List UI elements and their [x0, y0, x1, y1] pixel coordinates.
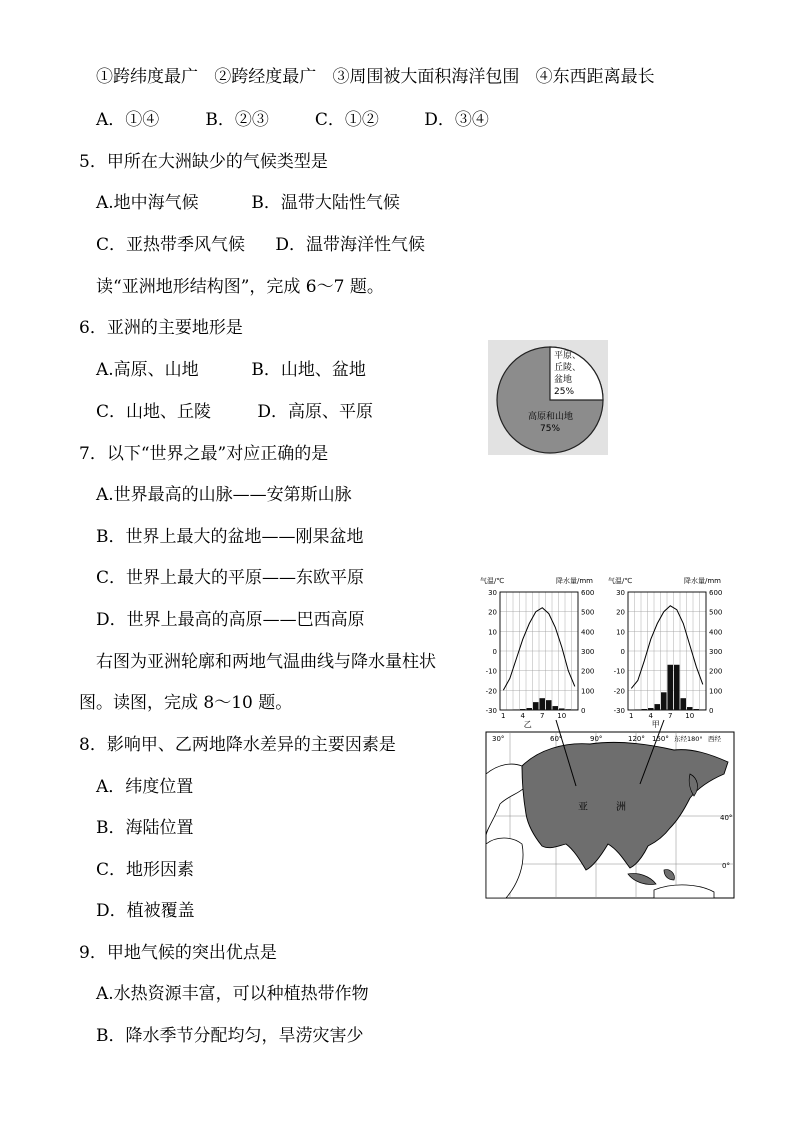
month-tick-label: 1	[629, 712, 634, 720]
q4-statement: ④东西距离最长	[535, 67, 655, 87]
pie-label-highland-2: 75%	[540, 424, 561, 434]
intro-6-7: 读“亚洲地形结构图”，完成 6～7 题。	[96, 277, 384, 297]
map-lon-label: 西经	[708, 735, 721, 743]
temp-tick-label: -30	[485, 707, 497, 715]
chart-name-label: 甲	[651, 720, 660, 729]
temp-tick-label: 10	[488, 628, 497, 637]
q5-option-b[interactable]: B．温带大陆性气候	[251, 193, 400, 213]
q9-stem: 9．甲地气候的突出优点是	[79, 943, 277, 963]
precip-bar	[694, 709, 700, 710]
temp-tick-label: 20	[616, 608, 625, 617]
precip-tick-label: 400	[709, 628, 723, 637]
precip-tick-label: 500	[709, 608, 723, 617]
q4-option-a[interactable]: A．①④	[96, 110, 160, 130]
precip-bar	[648, 708, 654, 710]
q9-option-a[interactable]: A.水热资源丰富，可以种植热带作物	[96, 984, 369, 1004]
chart-name-label: 乙	[523, 720, 532, 729]
precip-bar	[668, 665, 674, 710]
q6-options-row2	[96, 401, 373, 423]
q7-option-d[interactable]: D．世界上最高的高原——巴西高原	[96, 610, 365, 630]
q5-option-d[interactable]: D．温带海洋性气候	[275, 235, 426, 255]
q8-option-c[interactable]: C．地形因素	[96, 860, 195, 880]
precip-tick-label: 500	[581, 608, 595, 617]
precip-axis-label: 降水量/mm	[556, 577, 593, 585]
q4-statements	[96, 66, 655, 88]
map-lon-label: 东经180°	[674, 735, 703, 743]
temp-tick-label: 20	[488, 608, 497, 617]
climate-chart-jia	[608, 576, 722, 729]
month-tick-label: 7	[668, 712, 673, 720]
precip-bar	[635, 709, 641, 710]
map-lon-label: 90°	[590, 735, 603, 743]
q5-option-a[interactable]: A.地中海气候	[96, 193, 199, 213]
q6-stem: 6．亚洲的主要地形是	[79, 318, 243, 338]
precip-tick-label: 300	[709, 648, 723, 656]
precip-bar	[687, 707, 693, 710]
precip-bar	[642, 709, 648, 710]
month-tick-label: 7	[540, 712, 545, 720]
precip-bar	[559, 708, 565, 710]
temp-tick-label: 0	[620, 648, 625, 656]
q4-statement: ①跨纬度最广	[96, 67, 198, 87]
pie-label-plains-4: 25%	[554, 387, 575, 397]
temp-tick-label: 30	[488, 589, 497, 597]
q5-options-row1	[96, 192, 400, 214]
q8-option-b[interactable]: B．海陆位置	[96, 818, 194, 838]
precip-bar	[514, 709, 520, 710]
precip-bar	[566, 709, 572, 710]
precip-bar	[674, 665, 680, 710]
q7-stem: 7．以下“世界之最”对应正确的是	[79, 444, 329, 464]
q8-option-d[interactable]: D．植被覆盖	[96, 901, 195, 921]
precip-axis-label: 降水量/mm	[684, 577, 721, 585]
q5-option-c[interactable]: C．亚热带季风气候	[96, 235, 246, 255]
month-tick-label: 4	[520, 712, 525, 720]
precip-bar	[572, 709, 578, 710]
precip-tick-label: 0	[709, 707, 714, 715]
temp-tick-label: 10	[616, 628, 625, 637]
temp-tick-label: -30	[613, 707, 625, 715]
pie-label-plains-3: 盆地	[554, 375, 573, 385]
precip-tick-label: 600	[581, 589, 595, 597]
q6-option-d[interactable]: D．高原、平原	[257, 402, 374, 422]
map-lat-label: 0°	[722, 862, 730, 870]
precip-bar	[700, 709, 706, 710]
intro-8-10-line1: 右图为亚洲轮廓和两地气温曲线与降水量柱状	[96, 652, 436, 672]
precip-bar	[533, 702, 539, 710]
pie-label-highland-1: 高原和山地	[528, 412, 574, 422]
month-tick-label: 4	[648, 712, 653, 720]
q9-option-b[interactable]: B．降水季节分配均匀，旱涝灾害少	[96, 1026, 364, 1046]
precip-tick-label: 600	[709, 589, 723, 597]
q4-option-d[interactable]: D．③④	[424, 110, 489, 130]
precip-bar	[655, 704, 661, 710]
precip-tick-label: 100	[581, 687, 595, 696]
pie-label-plains-2: 丘陵、	[554, 363, 582, 373]
climate-chart-yi	[480, 576, 594, 729]
precip-tick-label: 200	[709, 667, 723, 676]
precip-bar	[553, 706, 559, 710]
asia-map	[486, 720, 734, 898]
temp-tick-label: 30	[616, 589, 625, 597]
precip-bar	[540, 698, 546, 710]
q6-option-a[interactable]: A.高原、山地	[96, 360, 199, 380]
map-lon-label: 150°	[652, 735, 669, 743]
precip-bar	[661, 692, 667, 710]
month-tick-label: 10	[685, 712, 695, 720]
intro-8-10-line2: 图。读图，完成 8～10 题。	[79, 693, 293, 713]
q4-option-c[interactable]: C．①②	[314, 110, 379, 130]
q8-stem: 8．影响甲、乙两地降水差异的主要因素是	[79, 735, 396, 755]
q6-option-b[interactable]: B．山地、盆地	[251, 360, 366, 380]
precip-bar	[520, 709, 526, 710]
temp-tick-label: -20	[485, 687, 497, 696]
precip-bar	[527, 708, 533, 710]
q7-option-b[interactable]: B．世界上最大的盆地——刚果盆地	[96, 527, 364, 547]
temp-tick-label: -10	[613, 667, 625, 676]
q4-option-b[interactable]: B．②③	[205, 110, 269, 130]
q6-option-c[interactable]: C．山地、丘陵	[96, 402, 212, 422]
q8-option-a[interactable]: A．纬度位置	[96, 777, 194, 797]
map-lat-label: 40°	[720, 814, 733, 822]
precip-tick-label: 200	[581, 667, 595, 676]
precip-tick-label: 300	[581, 648, 595, 656]
q4-options	[96, 109, 489, 131]
month-tick-label: 1	[501, 712, 506, 720]
temp-tick-label: -10	[485, 667, 497, 676]
precip-bar	[681, 698, 687, 710]
map-lon-label: 30°	[492, 735, 505, 743]
map-lon-label: 120°	[628, 735, 645, 743]
month-tick-label: 10	[557, 712, 567, 720]
q4-statement: ③周围被大面积海洋包围	[332, 67, 520, 87]
precip-tick-label: 0	[581, 707, 586, 715]
q7-option-a[interactable]: A.世界最高的山脉——安第斯山脉	[96, 485, 352, 505]
q5-stem: 5．甲所在大洲缺少的气候类型是	[79, 152, 328, 172]
map-continent-label-1: 亚	[578, 802, 588, 813]
asia-terrain-pie-chart	[488, 340, 608, 455]
q6-options-row1	[96, 359, 366, 381]
temp-tick-label: -20	[613, 687, 625, 696]
map-lon-label: 60°	[550, 735, 563, 743]
temp-axis-label: 气温/℃	[608, 577, 633, 585]
q7-option-c[interactable]: C．世界上最大的平原——东欧平原	[96, 568, 365, 588]
q5-options-row2	[96, 234, 425, 256]
climate-and-map-figure	[478, 574, 740, 900]
temp-tick-label: 0	[492, 648, 497, 656]
precip-tick-label: 100	[709, 687, 723, 696]
temp-axis-label: 气温/℃	[480, 577, 505, 585]
pie-label-plains-1: 平原、	[554, 351, 582, 361]
q4-statement: ②跨经度最广	[214, 67, 317, 87]
precip-bar	[546, 700, 552, 710]
precip-tick-label: 400	[581, 628, 595, 637]
map-continent-label-2: 洲	[616, 802, 626, 813]
